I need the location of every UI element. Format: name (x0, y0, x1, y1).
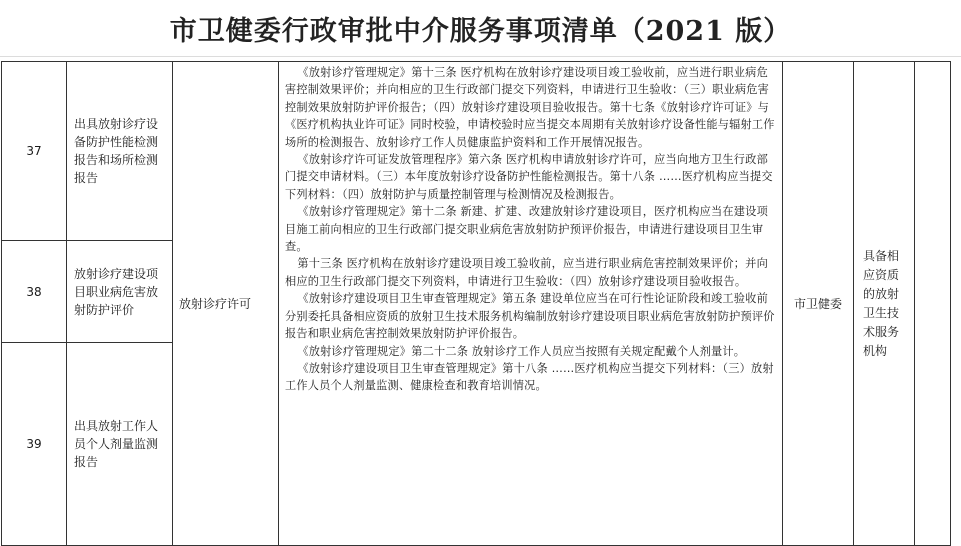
title-divider (0, 56, 961, 57)
basis-paragraph: 《放射诊疗建设项目卫生审查管理规定》第十八条 ……医疗机构应当提交下列材料：（三）放射工作人员个人剂量监测、健康检查和教育培训情况。 (285, 361, 774, 393)
service-item-name: 出具放射诊疗设备防护性能检测报告和场所检测报告 (74, 117, 159, 185)
row-number: 37 (26, 144, 42, 158)
basis-paragraph: 《放射诊疗建设项目卫生审查管理规定》第五条 建设单位应当在可行性论证阶段和竣工验收前分别委托具备相应资质的放射卫生技术服务机构编制放射诊疗建设项目职业病危害放射防护预评价报告和职业病危害控制效果放射防护评价报告。 (285, 292, 775, 341)
basis-paragraph: 《放射诊疗管理规定》第十二条 新建、扩建、改建放射诊疗建设项目，医疗机构应当在建设项目施工前向相应的卫生行政部门提交职业病危害放射防护预评价报告，申请进行建设项目卫生审查。 (285, 205, 768, 254)
basis-paragraph: 《放射诊疗许可证发放管理程序》第六条 医疗机构申请放射诊疗许可，应当向地方卫生行政部门提交申请材料。（三）本年度放射诊疗设备防护性能检测报告。第十八条 ……医疗机构应当提交下列材料：（四）放射防护与质量控制管理与检测情况及检测报告。 (285, 153, 773, 201)
basis-paragraph: 第十三条 医疗机构在放射诊疗建设项目竣工验收前，应当进行职业病危害控制效果评价；并向相应的卫生行政部门提交下列资料，申请进行卫生验收：（四）放射诊疗建设项目验收报告。 (285, 257, 768, 288)
empty-column (915, 62, 949, 545)
row-number: 39 (26, 436, 42, 451)
responsible-department: 市卫健委 (793, 296, 842, 311)
service-item-name: 放射诊疗建设项目职业病危害放射防护评价 (74, 266, 159, 317)
document-title: 市卫健委行政审批中介服务事项清单（2021 版） (169, 15, 792, 47)
col-divider (278, 62, 279, 545)
service-item-name: 出具放射工作人员个人剂量监测报告 (74, 418, 159, 469)
row-number: 38 (26, 284, 42, 299)
legal-basis (280, 62, 782, 395)
basis-paragraph: 《放射诊疗管理规定》第二十二条 放射诊疗工作人员应当按照有关规定配戴个人剂量计。 (297, 344, 746, 358)
basis-paragraph: 《放射诊疗管理规定》第十三条 医疗机构在放射诊疗建设项目竣工验收前，应当进行职业病危害控制效果评价；并向相应的卫生行政部门提交下列资料，申请进行卫生验收：（三）职业病危害控制效果放射防护评价报告；（四）放射诊疗建设项目验收报告。第十七条《放射诊疗许可证》与《医疗机构执业许可证》同时校验，申请校验时应当提交本周期有关放射诊疗设备性能与辐射工作场所的检测报告、放射诊疗工作人员健康监护资料和工作开展情况报告。 (285, 66, 775, 149)
agency-requirement: 具备相应资质的放射卫生技术服务机构 (863, 248, 900, 358)
approval-item: 放射诊疗许可 (179, 296, 252, 311)
